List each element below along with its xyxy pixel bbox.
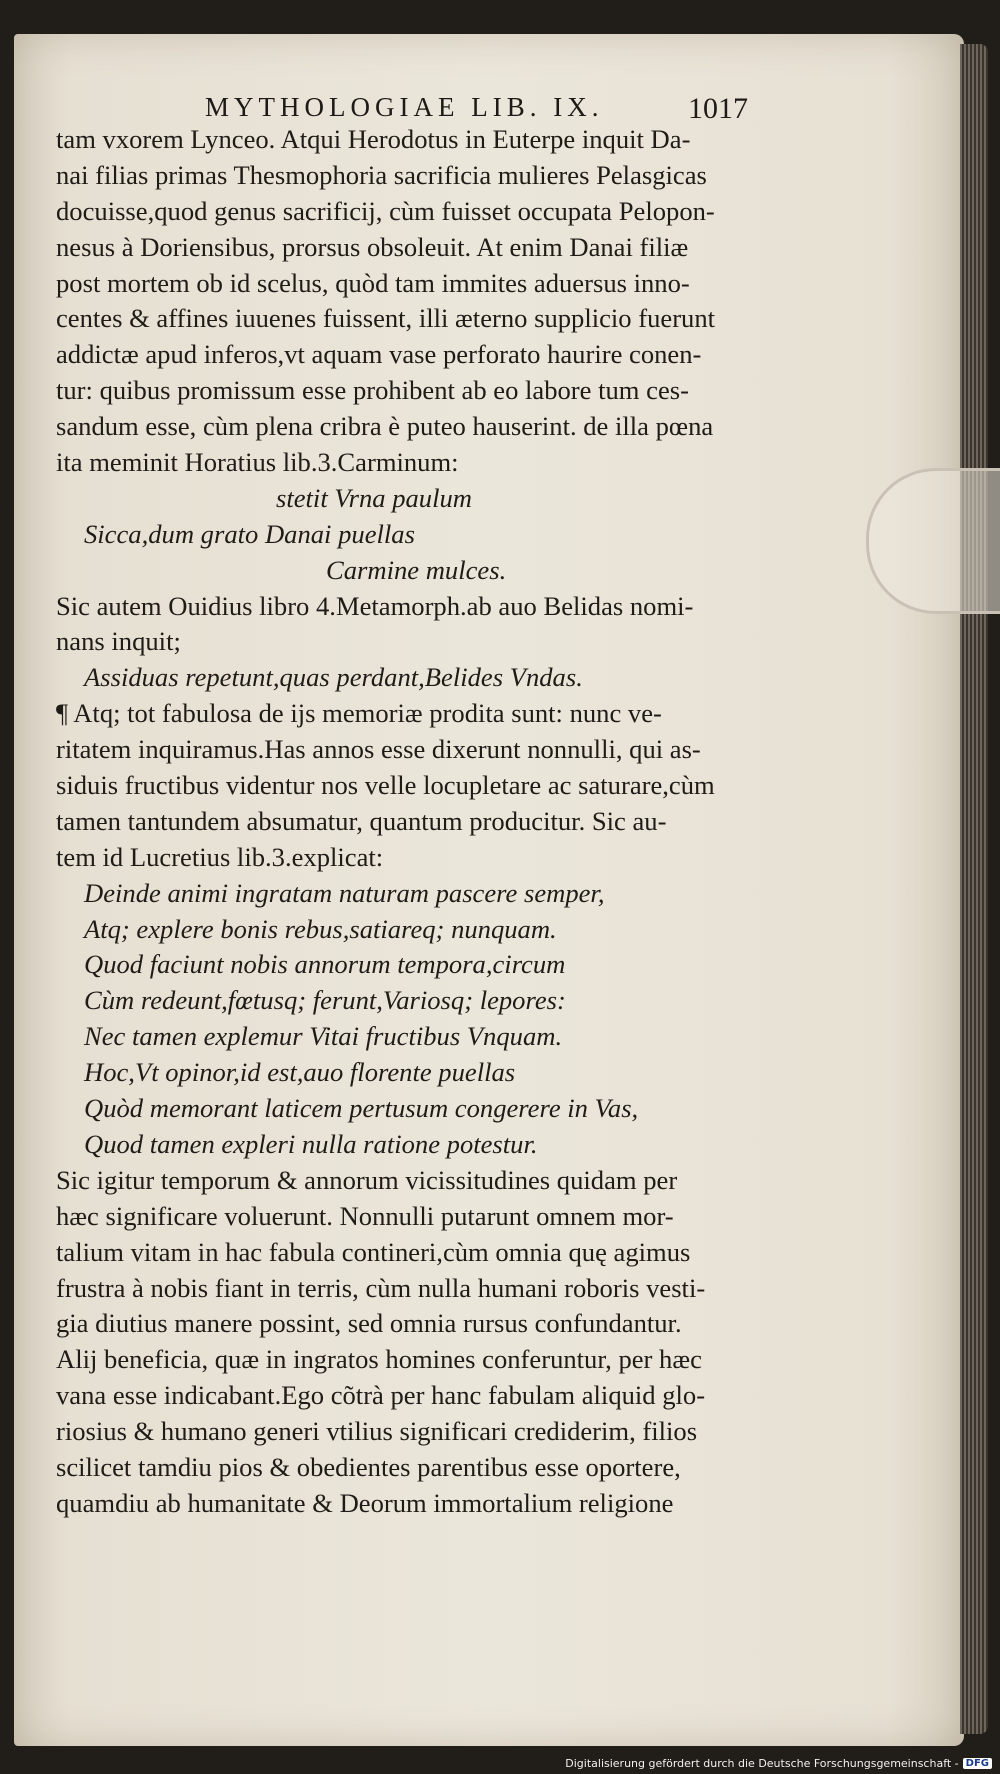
text-line: siduis fructibus videntur nos velle locupletare ac saturare,cùm [56,770,715,801]
text-line: tamen tantundem absumatur, quantum producitur. Sic au- [56,805,667,836]
text-line: gia diutius manere possint, sed omnia rursus confundantur. [56,1308,682,1339]
text-line: tur: quibus promissum esse prohibent ab eo labore tum ces- [56,375,689,406]
text-line: sandum esse, cùm plena cribra è puteo hauserint. de illa pœna [56,411,714,442]
page-number: 1017 [688,92,748,125]
verse-line: Sicca,dum grato Danai puellas [84,518,415,549]
text-line: tem id Lucretius lib.3.explicat: [56,841,384,872]
text-line: addictæ apud inferos,vt aquam vase perforato haurire conen- [56,339,702,370]
text-line: frustra à nobis fiant in terris, cùm nulla humani roboris vesti- [56,1272,706,1303]
credit-text: Digitalisierung gefördert durch die Deutsche Forschungsgemeinschaft - [565,1757,959,1770]
text-line: talium vitam in hac fabula contineri,cùm omnia quę agimus [56,1236,691,1267]
verse-line: Hoc,Vt opinor,id est,auo florente puellas [84,1057,516,1088]
verse-line: Quod tamen expleri nulla ratione potestur. [84,1128,538,1159]
verse-line: Quòd memorant laticem pertusum congerere in Vas, [84,1093,639,1124]
digitization-credit [565,1757,992,1770]
verse-line: Assiduas repetunt,quas perdant,Belides Vndas. [84,662,583,693]
dfg-logo: DFG [963,1758,992,1769]
text-line: nans inquit; [56,626,181,657]
text-line: quamdiu ab humanitate & Deorum immortalium religione [56,1487,674,1518]
text-line: nai filias primas Thesmophoria sacrificia mulieres Pelasgicas [56,159,707,190]
text-line: Alij beneficia, quæ in ingratos homines conferuntur, per hæc [56,1344,702,1375]
verse-line: Atq; explere bonis rebus,satiareq; nunquam. [84,913,557,944]
page-text [56,122,766,1522]
text-line: ita meminit Horatius lib.3.Carminum: [56,447,459,478]
text-line: tam vxorem Lynceo. Atqui Herodotus in Euterpe inquit Da- [56,124,691,154]
text-line: nesus à Doriensibus, prorsus obsoleuit. At enim Danai filiæ [56,231,689,262]
text-line: scilicet tamdiu pios & obedientes parentibus esse oportere, [56,1451,681,1482]
text-line: riosius & humano generi vtilius significari crediderim, filios [56,1416,698,1447]
page-edges [960,44,988,1734]
text-line: Sic autem Ouidius libro 4.Metamorph.ab auo Belidas nomi- [56,590,694,621]
verse-line: stetit Vrna paulum [276,482,472,513]
text-line: Sic igitur temporum & annorum vicissitudines quidam per [56,1164,678,1195]
verse-line: Cùm redeunt,fœtusq; ferunt,Variosq; lepores: [84,985,566,1016]
text-line: post mortem ob id scelus, quòd tam immites aduersus inno- [56,267,690,298]
text-line: docuisse,quod genus sacrificij, cùm fuisset occupata Pelopon- [56,195,715,226]
text-line: centes & affines iuuenes fuissent, illi æterno supplicio fuerunt [56,303,716,334]
text-line: ¶ Atq; tot fabulosa de ijs memoriæ prodita sunt: nunc ve- [56,698,662,729]
text-line: ritatem inquiramus.Has annos esse dixerunt nonnulli, qui as- [56,734,701,765]
verse-line: Quod faciunt nobis annorum tempora,circum [84,949,566,980]
text-line: hæc significare voluerunt. Nonnulli putarunt omnem mor- [56,1200,674,1231]
text-line: vana esse indicabant.Ego cõtrà per hanc fabulam aliquid glo- [56,1380,706,1411]
verse-line: Deinde animi ingratam naturam pascere semper, [84,877,605,908]
page-clip [866,468,1000,614]
verse-line: Nec tamen explemur Vitai fructibus Vnquam. [84,1021,563,1052]
running-head: MYTHOLOGIAE LIB. IX. [205,92,604,122]
verse-line: Carmine mulces. [326,554,507,585]
